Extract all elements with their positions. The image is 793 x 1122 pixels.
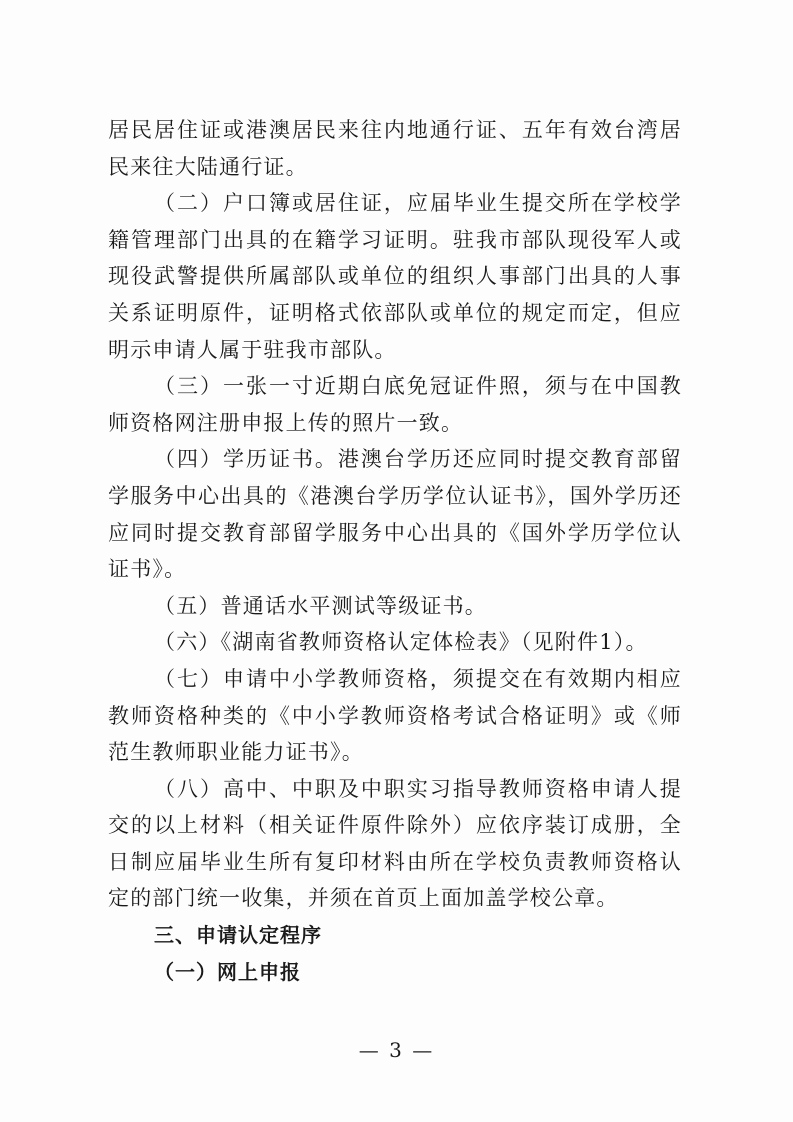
- paragraph-continuation: 居民居住证或港澳居民来往内地通行证、五年有效台湾居民来往大陆通行证。: [108, 118, 682, 179]
- paragraph-item-3: （三）一张一寸近期白底免冠证件照，须与在中国教师资格网注册申报上传的照片一致。: [108, 374, 682, 435]
- section-heading: 三、申请认定程序: [154, 923, 322, 948]
- paragraph-item-2: （二）户口簿或居住证，应届毕业生提交所在学校学籍管理部门出具的在籍学习证明。驻我市部队现役军人或现役武警提供所属部队或单位的组织人事部门出具的人事关系证明原件，证明格式依部队或单位的规定而定，但应明示申请人属于驻我市部队。: [108, 191, 682, 362]
- paragraph-item-8: （八）高中、中职及中职实习指导教师资格申请人提交的以上材料（相关证件原件除外）应依序装订成册，全日制应届毕业生所有复印材料由所在学校负责教师资格认定的部门统一收集，并须在首页上面加盖学校公章。: [108, 776, 682, 911]
- paragraph-item-4: （四）学历证书。港澳台学历还应同时提交教育部留学服务中心出具的《港澳台学历学位认证书》，国外学历还应同时提交教育部留学服务中心出具的《国外学历学位认证书》。: [108, 447, 682, 582]
- sub-heading: （一）网上申报: [154, 959, 301, 984]
- paragraph-item-7: （七）申请中小学教师资格，须提交在有效期内相应教师资格种类的《中小学教师资格考试合格证明》或《师范生教师职业能力证书》。: [108, 666, 682, 765]
- page-number: — 3 —: [358, 1038, 435, 1062]
- document-body: [108, 112, 682, 990]
- paragraph-item-6: （六）《湖南省教师资格认定体检表》（见附件1）。: [154, 630, 648, 655]
- paragraph-item-5: （五）普通话水平测试等级证书。: [154, 593, 487, 618]
